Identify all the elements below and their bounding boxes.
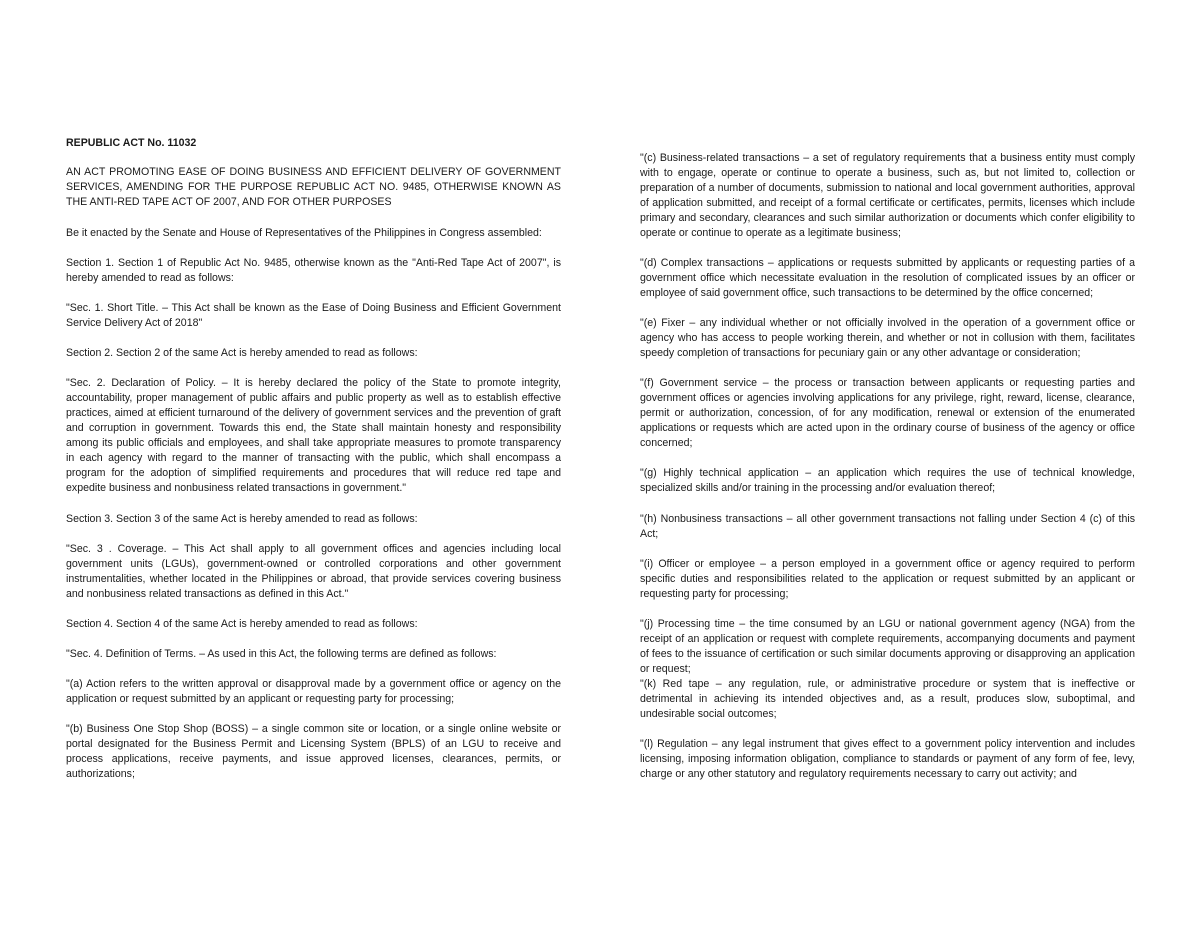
section-2-text: "Sec. 2. Declaration of Policy. – It is hereby declared the policy of the State to promote integrity, accountability, proper management of public affairs and public property as well as to establish effective practices, aimed at efficient turnaround of the delivery of government services and the prevention of graft and corruption in government. Towards this end, the State shall maintain honesty and responsibility among its public officials and employees, and shall take appropriate measures to promote transparency in each agency with regard to the manner of transacting with the public, which shall encompass a program for the adoption of simplified requirements and procedures that will reduce red tape and expedite business and nonbusiness related transactions in government." xyxy=(66,377,561,494)
definition-d: "(d) Complex transactions – applications or requests submitted by applicants or requesting parties of a government office which necessitate evaluation in the resolution of complicated issues by an officer or employee of said government office, such transactions to be determined by the office concerned; xyxy=(640,257,1135,299)
section-3-text: "Sec. 3 . Coverage. – This Act shall apply to all government offices and agencies including local government units (LGUs), government-owned or controlled corporations and other government instrumentalities, whether located in the Philippines or abroad, that provide services covering business and nonbusiness related transactions as defined in this Act." xyxy=(66,543,561,600)
definition-c: "(c) Business-related transactions – a set of regulatory requirements that a business entity must comply with to engage, operate or continue to operate a business, such as, but not limited to, collection or preparation of a number of documents, submission to national and local government authorities, approval of application submitted, and receipt of a formal certificate or certificates, permits, licenses which include primary and secondary, clearances and such similar authorization or documents which confer eligibility to operate or continue to operate as a legitimate business; xyxy=(640,152,1135,239)
definition-i: "(i) Officer or employee – a person employed in a government office or agency required to perform specific duties and responsibilities related to the application or request submitted by an applicant or requesting party for processing; xyxy=(640,558,1135,600)
section-3-intro: Section 3. Section 3 of the same Act is hereby amended to read as follows: xyxy=(66,513,418,525)
act-heading: AN ACT PROMOTING EASE OF DOING BUSINESS AND EFFICIENT DELIVERY OF GOVERNMENT SERVICES, AMENDING FOR THE PURPOSE REPUBLIC ACT NO. 9485, OTHERWISE KNOWN AS THE ANTI-RED TAPE ACT OF 2007, AND FOR OTHER PURPOSES xyxy=(66,166,561,208)
document-title: REPUBLIC ACT No. 11032 xyxy=(66,137,197,149)
enacting-clause: Be it enacted by the Senate and House of Representatives of the Philippines in Congress assembled: xyxy=(66,227,542,239)
definition-b: "(b) Business One Stop Shop (BOSS) – a single common site or location, or a single online website or portal designated for the Business Permit and Licensing System (BPLS) of an LGU to receive and process applications, receive payments, and issue approved licenses, clearances, permits, or authorizations; xyxy=(66,723,561,780)
section-2-intro: Section 2. Section 2 of the same Act is hereby amended to read as follows: xyxy=(66,347,418,359)
section-1-intro: Section 1. Section 1 of Republic Act No. 9485, otherwise known as the "Anti-Red Tape Act of 2007", is hereby amended to read as follows: xyxy=(66,257,561,284)
definition-j: "(j) Processing time – the time consumed by an LGU or national government agency (NGA) from the receipt of an application or request with complete requirements, accompanying documents and payment of fees to the issuance of certification or such similar documents approving or disapproving an application or request; xyxy=(640,618,1135,675)
section-4-text: "Sec. 4. Definition of Terms. – As used in this Act, the following terms are defined as follows: xyxy=(66,648,497,660)
definition-a: "(a) Action refers to the written approval or disapproval made by a government office or agency on the application or request submitted by an applicant or requesting party for processing; xyxy=(66,678,561,705)
definition-k: "(k) Red tape – any regulation, rule, or administrative procedure or system that is ineffective or detrimental in achieving its intended objectives and, as a result, produces slow, suboptimal, and undesirable social outcomes; xyxy=(640,678,1135,720)
definition-e: "(e) Fixer – any individual whether or not officially involved in the operation of a government office or agency who has access to people working therein, and whether or not in collusion with them, facilitates speedy completion of transactions for pecuniary gain or any other advantage or consideration; xyxy=(640,317,1135,359)
section-4-intro: Section 4. Section 4 of the same Act is hereby amended to read as follows: xyxy=(66,618,418,630)
definition-h: "(h) Nonbusiness transactions – all other government transactions not falling under Section 4 (c) of this Act; xyxy=(640,513,1135,540)
definition-f: "(f) Government service – the process or transaction between applicants or requesting parties and government offices or agencies involving applications for any privilege, right, reward, license, clearance, permit or authorization, concession, of for any modification, renewal or extension of the enumerated applications or requests which are acted upon in the ordinary course of business of the agency or office concerned; xyxy=(640,377,1135,449)
definition-g: "(g) Highly technical application – an application which requires the use of technical knowledge, specialized skills and/or training in the processing and/or evaluation thereof; xyxy=(640,467,1135,494)
section-1-text: "Sec. 1. Short Title. – This Act shall be known as the Ease of Doing Business and Efficient Government Service Delivery Act of 2018" xyxy=(66,302,561,329)
definition-l: "(l) Regulation – any legal instrument that gives effect to a government policy intervention and includes licensing, imposing information obligation, compliance to standards or payment of any form of fee, levy, charge or any other statutory and regulatory requirements necessary to carry out activity; and xyxy=(640,738,1135,780)
